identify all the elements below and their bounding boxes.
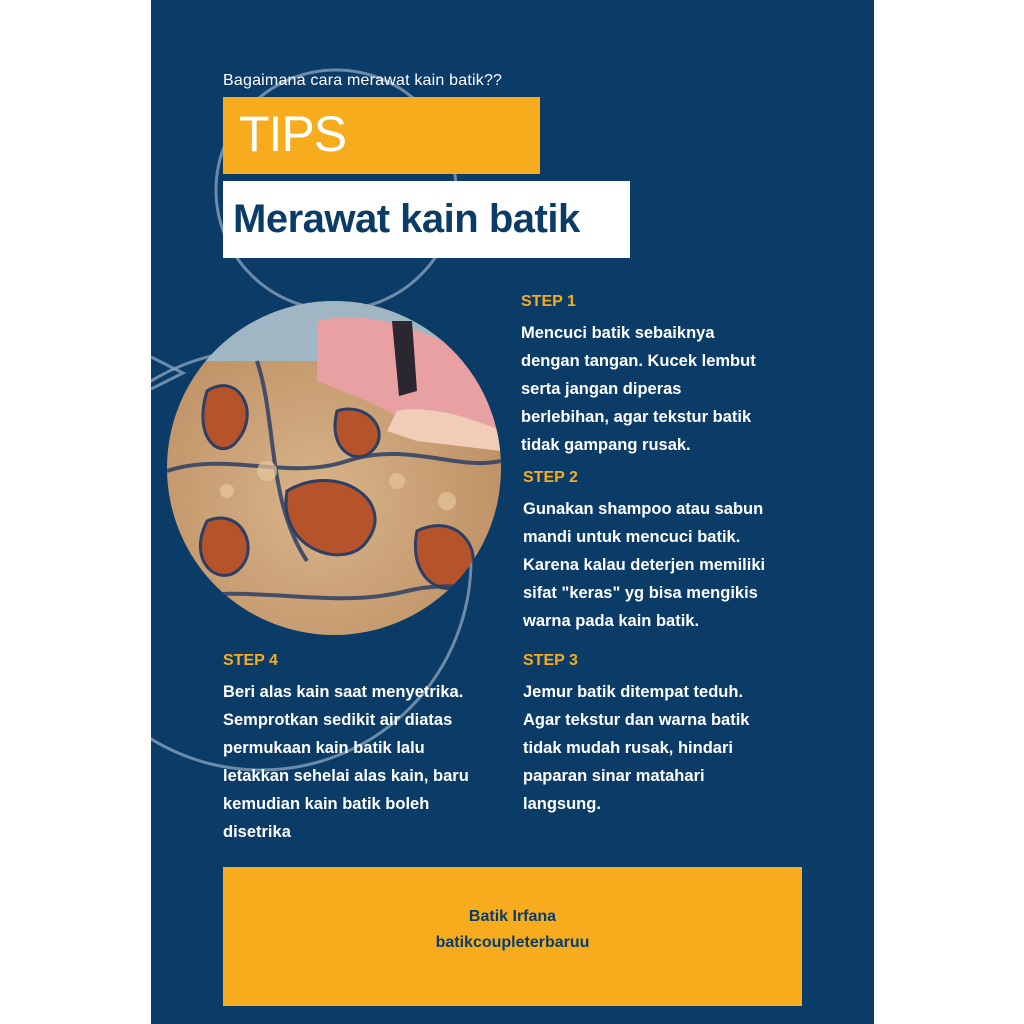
step-4-text: Beri alas kain saat menyetrika. Semprotkan sedikit air diatas permukaan kain batik lalu letakkan sehelai alas kain, baru kemudian kain batik boleh disetrika xyxy=(223,683,469,841)
step-2-text: Gunakan shampoo atau sabun mandi untuk mencuci batik. Karena kalau deterjen memiliki sifat "keras" yg bisa mengikis warna pada kain batik. xyxy=(523,500,766,630)
step-3 xyxy=(523,652,823,818)
footer-handle: batikcoupleterbaruu xyxy=(435,934,590,951)
step-2 xyxy=(523,469,823,635)
footer-banner xyxy=(223,867,802,1006)
step-4-label: STEP 4 xyxy=(223,652,278,669)
step-3-label: STEP 3 xyxy=(523,652,578,669)
batik-fabric-photo xyxy=(167,301,501,635)
step-1-text: Mencuci batik sebaiknya dengan tangan. Kucek lembut serta jangan diperas berlebihan, agar tekstur batik tidak gampang rusak. xyxy=(521,324,756,454)
step-3-text: Jemur batik ditempat teduh. Agar tekstur dan warna batik tidak mudah rusak, hindari paparan sinar matahari langsung. xyxy=(523,683,750,813)
title-banner xyxy=(223,181,630,258)
step-1 xyxy=(521,293,821,459)
subtitle: Bagaimana cara merawat kain batik?? xyxy=(223,72,503,89)
footer-brand: Batik Irfana xyxy=(468,908,557,925)
tips-banner xyxy=(223,97,540,174)
poster xyxy=(151,0,874,1024)
step-2-label: STEP 2 xyxy=(523,469,578,486)
step-4 xyxy=(223,652,523,846)
page-title: Merawat kain batik xyxy=(233,197,580,241)
tips-heading: TIPS xyxy=(239,106,347,162)
step-1-label: STEP 1 xyxy=(521,293,576,310)
